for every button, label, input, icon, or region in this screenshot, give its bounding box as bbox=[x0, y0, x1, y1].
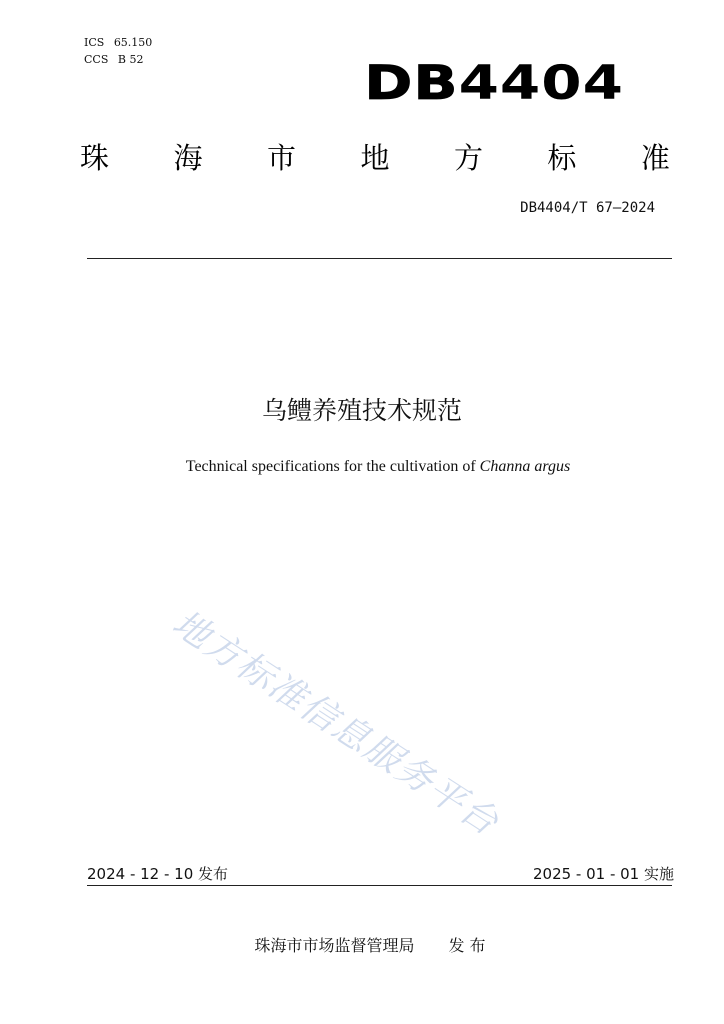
ics-label: ICS bbox=[84, 36, 105, 49]
title-en-main: Technical specifications for the cultivation of bbox=[185, 458, 480, 475]
standard-number: DB4404/T 67—2024 bbox=[520, 200, 655, 216]
ccs-row bbox=[84, 51, 152, 68]
issuer-line bbox=[0, 935, 724, 957]
ccs-value: B 52 bbox=[117, 53, 144, 66]
ics-row bbox=[84, 34, 152, 51]
db-logo-code: 4404 bbox=[458, 54, 624, 111]
standard-type-char: 市 bbox=[266, 141, 296, 175]
classification-codes bbox=[84, 34, 152, 68]
issuer-name: 珠海市市场监督管理局 bbox=[254, 936, 415, 955]
implementation-date: 2025 - 01 - 01 实施 bbox=[532, 865, 674, 883]
issuer-action: 发 布 bbox=[448, 936, 486, 955]
standard-type-char: 海 bbox=[173, 141, 203, 175]
bottom-divider bbox=[87, 885, 672, 886]
ccs-label: CCS bbox=[84, 53, 109, 66]
db-logo-prefix: DB bbox=[364, 54, 459, 111]
document-title-english bbox=[0, 456, 724, 478]
standard-type-char: 珠 bbox=[80, 141, 110, 175]
watermark: 地方标准信息服务平台 bbox=[165, 602, 507, 845]
db-logo bbox=[364, 54, 624, 111]
ics-value: 65.150 bbox=[113, 36, 153, 49]
standard-type-heading bbox=[80, 138, 670, 178]
standard-type-char: 标 bbox=[547, 141, 577, 175]
standard-type-char: 方 bbox=[453, 141, 483, 175]
top-divider bbox=[87, 258, 672, 259]
issue-date: 2024 - 12 - 10 发布 bbox=[87, 865, 229, 883]
standard-type-char: 准 bbox=[640, 141, 670, 175]
document-title-chinese: 乌鳢养殖技术规范 bbox=[261, 396, 462, 425]
title-en-species: Channa argus bbox=[479, 458, 571, 475]
standard-type-char: 地 bbox=[360, 141, 390, 175]
